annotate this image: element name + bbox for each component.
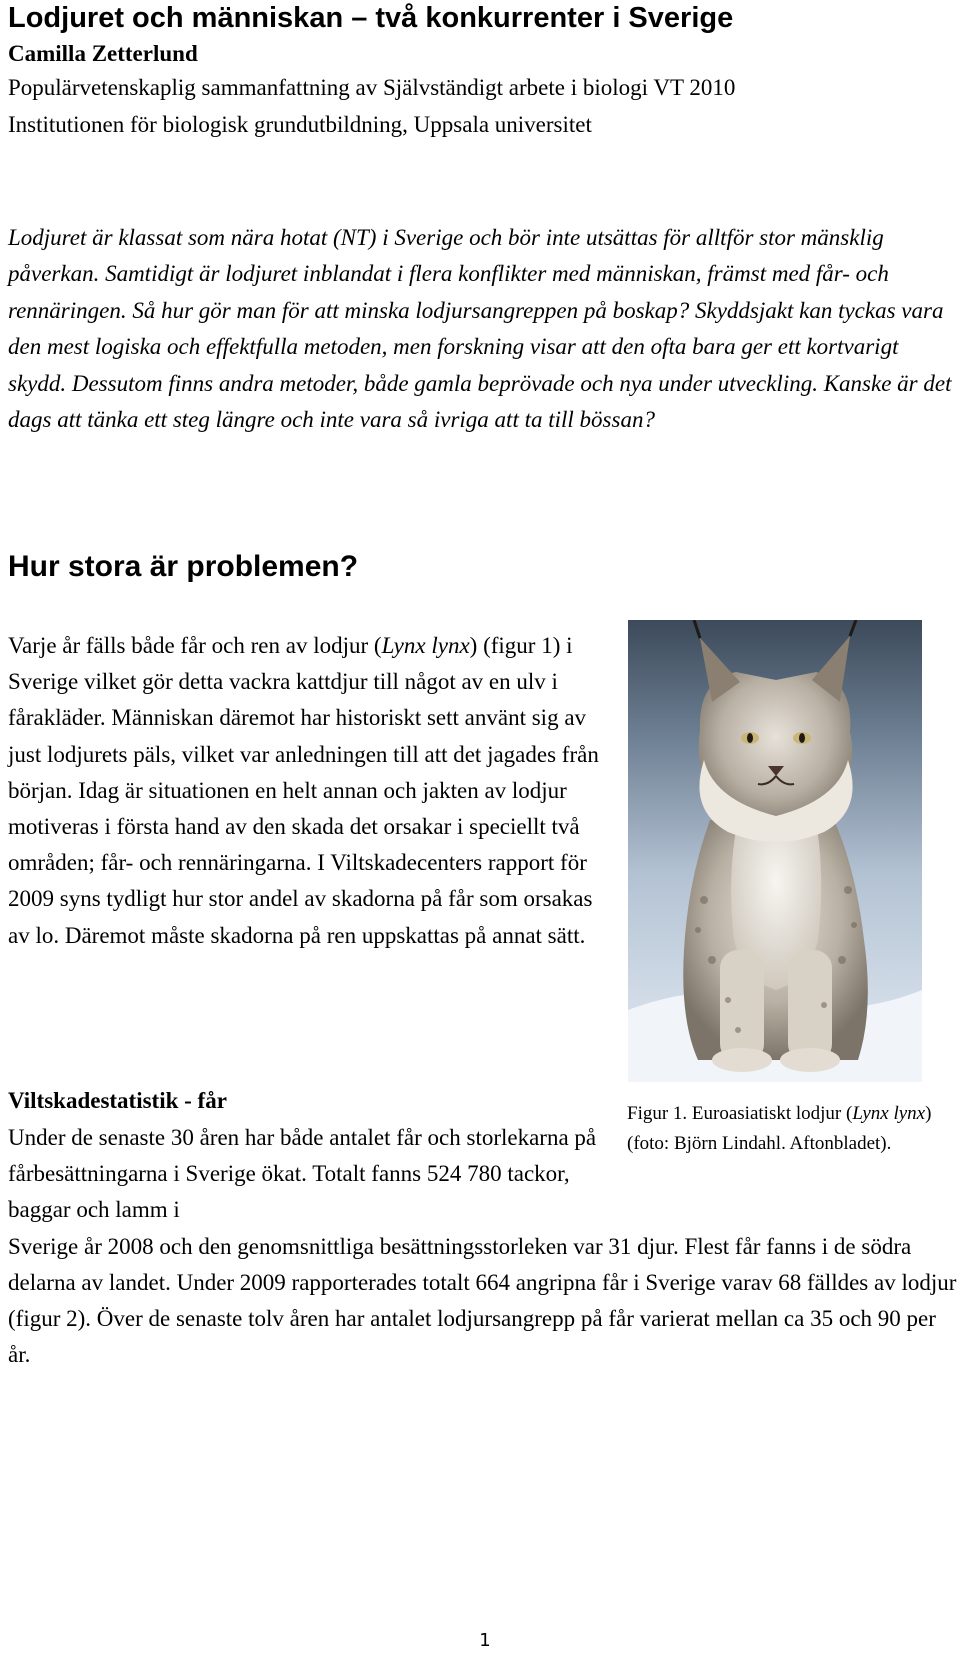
- statistics-paragraph-bottom: Sverige år 2008 och den genomsnittliga besättningsstorleken var 31 djur. Flest får fanns i de södra delarna av landet. Under 2009 rapporterades totalt 664 angripna får i Sverige varav 68 fälldes av lodjur (figur 2). Över de senaste tolv åren har antalet lodjursangrepp på får varierat mellan ca 35 och 90 per år.: [8, 1234, 957, 1367]
- institution-line: Institutionen för biologisk grundutbildning, Uppsala universitet: [8, 112, 592, 137]
- latin-name: Lynx lynx: [381, 633, 470, 658]
- section-heading-statistics: Viltskadestatistik - får: [8, 1088, 227, 1113]
- page-number: 1: [479, 1630, 491, 1651]
- paragraph-text-end: ) (figur 1) i Sverige vilket gör detta vackra kattdjur till något av en ulv i fårakläder. Människan däremot har historiskt sett använt sig av just lodjurets päls, vilket var anledningen till att det jagades från början. Idag är situationen en helt annan och jakten av lodjur motiveras i första hand av den skada det orsakar i speciellt två områden; får- och rennäringarna. I Viltskadecenters rapport för 2009 syns tydligt hur stor andel av skadorna på får som orsakas av lo. Däremot måste skadorna på ren uppskattas på annat sätt.: [8, 633, 599, 948]
- document-title: Lodjuret och människan – två konkurrenter i Sverige: [8, 2, 734, 34]
- caption-text-start: Figur 1. Euroasiatiskt lodjur (: [627, 1103, 853, 1124]
- document-subtitle: Populärvetenskaplig sammanfattning av Självständigt arbete i biologi VT 2010: [8, 75, 736, 100]
- paragraph-text-start: Varje år fälls både får och ren av lodjur (: [8, 633, 382, 658]
- author-name: Camilla Zetterlund: [8, 41, 198, 66]
- lynx-photo: [628, 620, 922, 1082]
- caption-text-end: ) (foto: Björn Lindahl. Aftonbladet).: [627, 1103, 932, 1154]
- abstract-paragraph: Lodjuret är klassat som nära hotat (NT) i Sverige och bör inte utsättas för alltför stor mänsklig påverkan. Samtidigt är lodjuret inblandat i flera konflikter med människan, främst med får- och rennäringen. Så hur gör man för att minska lodjursangreppen på boskap? Skyddsjakt kan tyckas vara den mest logiska och effektfulla metoden, men forskning visar att den ofta bara ger ett kortvarigt skydd. Dessutom finns andra metoder, både gamla beprövade och nya under utveckling. Kanske är det dags att tänka ett steg längre och inte vara så ivriga att ta till bössan?: [8, 225, 952, 433]
- caption-latin-name: Lynx lynx: [852, 1103, 926, 1124]
- statistics-paragraph-top: Under de senaste 30 åren har både antalet får och storlekarna på fårbesättningarna i Sverige ökat. Totalt fanns 524 780 tackor, baggar och lamm i: [8, 1125, 597, 1222]
- problems-paragraph: [8, 628, 608, 954]
- section-heading-problems: Hur stora är problemen?: [8, 550, 359, 583]
- figure-caption: [627, 1099, 957, 1159]
